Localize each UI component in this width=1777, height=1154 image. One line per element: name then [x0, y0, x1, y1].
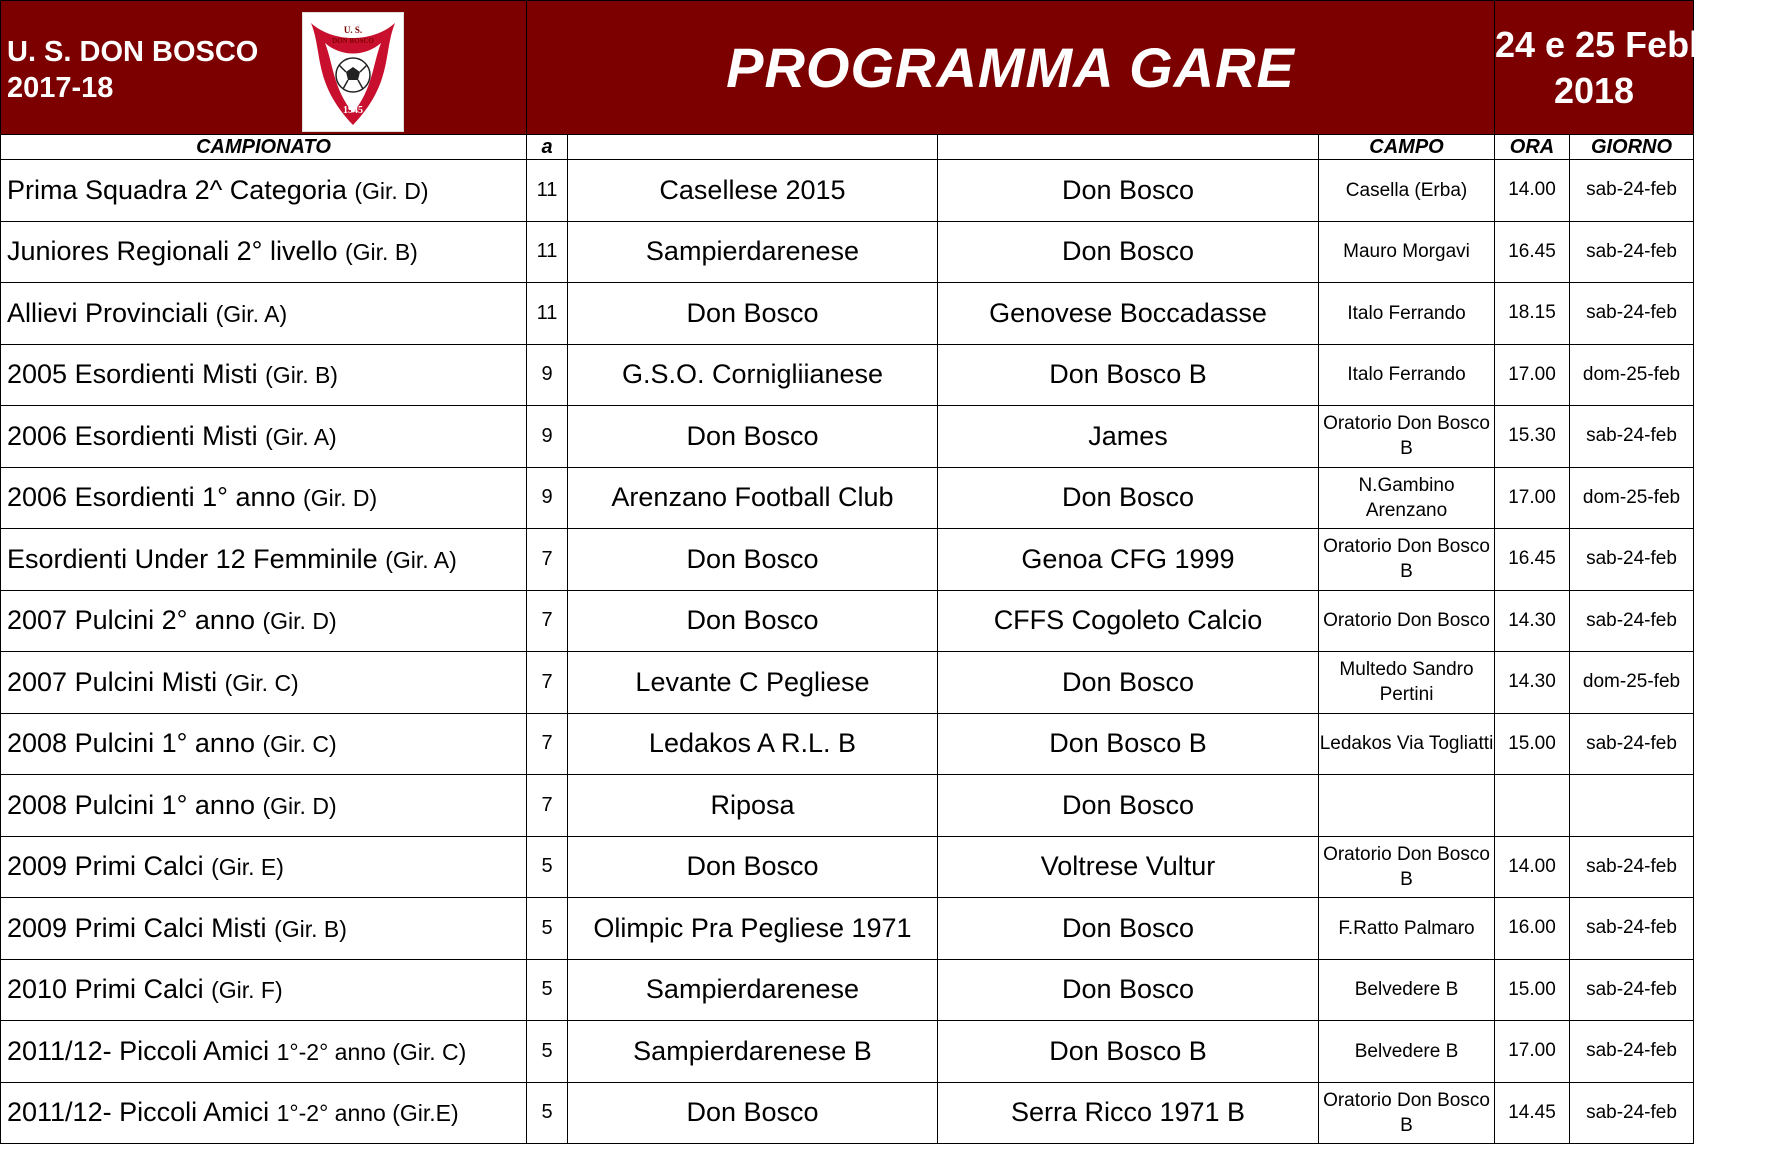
campionato-name: 2007 Pulcini Misti	[7, 666, 218, 697]
ora-cell: 14.00	[1495, 160, 1570, 222]
campionato-name: Esordienti Under 12 Femminile	[7, 543, 378, 574]
girone-label: (Gir. A)	[265, 423, 337, 450]
campionato-name: Prima Squadra 2^ Categoria	[7, 174, 347, 205]
campo-cell: Oratorio Don Bosco	[1319, 590, 1495, 652]
campo-cell: N.Gambino Arenzano	[1319, 467, 1495, 529]
girone-label: (Gir. B)	[274, 915, 347, 942]
away-team-cell: Genovese Boccadasse	[938, 283, 1319, 345]
table-row	[1, 344, 1694, 406]
ora-cell: 14.30	[1495, 590, 1570, 652]
title-cell	[527, 1, 1495, 135]
girone-label: 1°-2° anno (Gir.E)	[276, 1100, 459, 1127]
campionato-name: 2010 Primi Calci	[7, 974, 204, 1005]
away-team-cell: Don Bosco	[938, 898, 1319, 960]
campionato-cell	[1, 775, 527, 837]
away-team-cell: Genoa CFG 1999	[938, 529, 1319, 591]
table-row	[1, 959, 1694, 1021]
home-team-cell: Ledakos A R.L. B	[568, 713, 938, 775]
campionato-cell	[1, 529, 527, 591]
col-header-giorno: GIORNO	[1570, 135, 1694, 160]
table-row	[1, 160, 1694, 222]
giorno-cell: sab-24-feb	[1570, 590, 1694, 652]
club-cell	[1, 1, 527, 135]
campionato-cell	[1, 959, 527, 1021]
ora-cell: 17.00	[1495, 1021, 1570, 1083]
ora-cell: 15.30	[1495, 406, 1570, 468]
girone-label: (Gir. D)	[262, 792, 337, 819]
round-cell: 5	[527, 1021, 568, 1083]
giorno-cell: sab-24-feb	[1570, 713, 1694, 775]
campionato-cell	[1, 1021, 527, 1083]
col-header-campo: CAMPO	[1319, 135, 1495, 160]
away-team-cell: CFFS Cogoleto Calcio	[938, 590, 1319, 652]
away-team-cell: Don Bosco	[938, 652, 1319, 714]
campionato-name: 2006 Esordienti 1° anno	[7, 482, 296, 513]
logo-top-text: U. S.	[343, 25, 363, 35]
away-team-cell: Don Bosco	[938, 160, 1319, 222]
giorno-cell: sab-24-feb	[1570, 1021, 1694, 1083]
header-band	[1, 1, 1694, 135]
home-team-cell: G.S.O. Cornigliianese	[568, 344, 938, 406]
column-header-row	[1, 135, 1694, 160]
round-cell: 7	[527, 590, 568, 652]
round-cell: 5	[527, 1082, 568, 1144]
giorno-cell	[1570, 775, 1694, 837]
round-cell: 5	[527, 898, 568, 960]
logo-mid-text: DON BOSCO	[332, 37, 374, 45]
home-team-cell: Sampierdarenese B	[568, 1021, 938, 1083]
campionato-name: 2006 Esordienti Misti	[7, 420, 258, 451]
campionato-cell	[1, 160, 527, 222]
away-team-cell: Don Bosco B	[938, 344, 1319, 406]
away-team-cell: James	[938, 406, 1319, 468]
girone-label: (Gir. B)	[345, 239, 418, 266]
away-team-cell: Don Bosco	[938, 959, 1319, 1021]
campionato-cell	[1, 836, 527, 898]
table-row	[1, 1082, 1694, 1144]
girone-label: (Gir. A)	[215, 300, 288, 327]
giorno-cell: sab-24-feb	[1570, 529, 1694, 591]
round-cell: 11	[527, 283, 568, 345]
girone-label: (Gir. C)	[224, 669, 299, 696]
campionato-name: 2011/12- Piccoli Amici	[7, 1035, 270, 1066]
ora-cell: 15.00	[1495, 713, 1570, 775]
giorno-cell: dom-25-feb	[1570, 467, 1694, 529]
round-cell: 7	[527, 713, 568, 775]
round-cell: 9	[527, 344, 568, 406]
campo-cell: Oratorio Don Bosco B	[1319, 406, 1495, 468]
club-name: U. S. DON BOSCO	[7, 36, 259, 68]
campionato-cell	[1, 467, 527, 529]
giorno-cell: sab-24-feb	[1570, 160, 1694, 222]
campionato-name: 2011/12- Piccoli Amici	[7, 1097, 270, 1128]
table-row	[1, 898, 1694, 960]
away-team-cell: Don Bosco B	[938, 1021, 1319, 1083]
home-team-cell: Don Bosco	[568, 1082, 938, 1144]
giorno-cell: sab-24-feb	[1570, 959, 1694, 1021]
campo-cell: F.Ratto Palmaro	[1319, 898, 1495, 960]
campo-cell: Multedo Sandro Pertini	[1319, 652, 1495, 714]
away-team-cell: Don Bosco	[938, 221, 1319, 283]
girone-label: (Gir. F)	[211, 977, 283, 1004]
campionato-cell	[1, 344, 527, 406]
giorno-cell: dom-25-feb	[1570, 652, 1694, 714]
date-line-2: 2018	[1553, 69, 1635, 111]
girone-label: (Gir. B)	[265, 362, 338, 389]
campo-cell: Italo Ferrando	[1319, 283, 1495, 345]
home-team-cell: Don Bosco	[568, 836, 938, 898]
giorno-cell: sab-24-feb	[1570, 1082, 1694, 1144]
table-row	[1, 529, 1694, 591]
table-row	[1, 1021, 1694, 1083]
ora-cell	[1495, 775, 1570, 837]
campionato-cell	[1, 652, 527, 714]
campionato-cell	[1, 406, 527, 468]
giorno-cell: sab-24-feb	[1570, 221, 1694, 283]
ora-cell: 14.00	[1495, 836, 1570, 898]
table-row	[1, 836, 1694, 898]
giorno-cell: sab-24-feb	[1570, 283, 1694, 345]
away-team-cell: Don Bosco	[938, 775, 1319, 837]
home-team-cell: Olimpic Pra Pegliese 1971	[568, 898, 938, 960]
campionato-name: Allievi Provinciali	[7, 297, 209, 328]
campionato-cell	[1, 713, 527, 775]
round-cell: 7	[527, 529, 568, 591]
campo-cell: Mauro Morgavi	[1319, 221, 1495, 283]
table-row	[1, 713, 1694, 775]
date-cell	[1495, 1, 1777, 135]
table-row	[1, 406, 1694, 468]
away-team-cell: Serra Ricco 1971 B	[938, 1082, 1319, 1144]
campionato-name: Juniores Regionali 2° livello	[7, 236, 338, 267]
giorno-cell: sab-24-feb	[1570, 406, 1694, 468]
col-header-home	[568, 135, 938, 160]
campionato-cell	[1, 590, 527, 652]
home-team-cell: Riposa	[568, 775, 938, 837]
logo-year-text: 1945	[343, 105, 363, 116]
club-season: 2017-18	[7, 72, 114, 104]
home-team-cell: Don Bosco	[568, 590, 938, 652]
girone-label: (Gir. C)	[262, 731, 337, 758]
round-cell: 11	[527, 221, 568, 283]
campo-cell: Oratorio Don Bosco B	[1319, 529, 1495, 591]
ora-cell: 16.00	[1495, 898, 1570, 960]
campo-cell: Ledakos Via Togliatti	[1319, 713, 1495, 775]
home-team-cell: Sampierdarenese	[568, 959, 938, 1021]
campionato-cell	[1, 283, 527, 345]
ora-cell: 17.00	[1495, 344, 1570, 406]
away-team-cell: Voltrese Vultur	[938, 836, 1319, 898]
table-row	[1, 283, 1694, 345]
girone-label: (Gir. D)	[262, 608, 337, 635]
campo-cell: Casella (Erba)	[1319, 160, 1495, 222]
campo-cell: Oratorio Don Bosco B	[1319, 1082, 1495, 1144]
away-team-cell: Don Bosco B	[938, 713, 1319, 775]
club-logo	[302, 12, 404, 132]
home-team-cell: Don Bosco	[568, 529, 938, 591]
round-cell: 7	[527, 652, 568, 714]
campo-cell	[1319, 775, 1495, 837]
ora-cell: 17.00	[1495, 467, 1570, 529]
campionato-cell	[1, 1082, 527, 1144]
col-header-a: a	[527, 135, 568, 160]
campo-cell: Oratorio Don Bosco B	[1319, 836, 1495, 898]
round-cell: 7	[527, 775, 568, 837]
girone-label: 1°-2° anno (Gir. C)	[276, 1038, 467, 1065]
ora-cell: 18.15	[1495, 283, 1570, 345]
page-title: PROGRAMMA GARE	[726, 36, 1295, 99]
girone-label: (Gir. A)	[385, 546, 457, 573]
col-header-ora: ORA	[1495, 135, 1570, 160]
home-team-cell: Don Bosco	[568, 283, 938, 345]
home-team-cell: Arenzano Football Club	[568, 467, 938, 529]
ora-cell: 15.00	[1495, 959, 1570, 1021]
giorno-cell: sab-24-feb	[1570, 898, 1694, 960]
away-team-cell: Don Bosco	[938, 467, 1319, 529]
campionato-name: 2009 Primi Calci Misti	[7, 912, 267, 943]
campo-cell: Belvedere B	[1319, 1021, 1495, 1083]
col-header-campionato: CAMPIONATO	[1, 135, 527, 160]
ora-cell: 16.45	[1495, 529, 1570, 591]
campionato-cell	[1, 898, 527, 960]
campionato-name: 2008 Pulcini 1° anno	[7, 728, 255, 759]
round-cell: 5	[527, 959, 568, 1021]
col-header-away	[938, 135, 1319, 160]
campo-cell: Italo Ferrando	[1319, 344, 1495, 406]
campionato-cell	[1, 221, 527, 283]
table-row	[1, 467, 1694, 529]
campionato-name: 2005 Esordienti Misti	[7, 359, 258, 390]
table-row	[1, 590, 1694, 652]
table-row	[1, 221, 1694, 283]
ora-cell: 14.45	[1495, 1082, 1570, 1144]
campionato-name: 2009 Primi Calci	[7, 851, 204, 882]
girone-label: (Gir. D)	[303, 485, 378, 512]
campionato-name: 2007 Pulcini 2° anno	[7, 605, 255, 636]
giorno-cell: dom-25-feb	[1570, 344, 1694, 406]
round-cell: 5	[527, 836, 568, 898]
date-line-1: 24 e 25 Febbraio	[1495, 23, 1777, 65]
ora-cell: 16.45	[1495, 221, 1570, 283]
girone-label: (Gir. D)	[354, 177, 429, 204]
home-team-cell: Sampierdarenese	[568, 221, 938, 283]
giorno-cell: sab-24-feb	[1570, 836, 1694, 898]
home-team-cell: Casellese 2015	[568, 160, 938, 222]
round-cell: 9	[527, 467, 568, 529]
round-cell: 9	[527, 406, 568, 468]
girone-label: (Gir. E)	[211, 854, 284, 881]
table-row	[1, 775, 1694, 837]
home-team-cell: Don Bosco	[568, 406, 938, 468]
round-cell: 11	[527, 160, 568, 222]
ora-cell: 14.30	[1495, 652, 1570, 714]
campo-cell: Belvedere B	[1319, 959, 1495, 1021]
campionato-name: 2008 Pulcini 1° anno	[7, 789, 255, 820]
home-team-cell: Levante C Pegliese	[568, 652, 938, 714]
table-row	[1, 652, 1694, 714]
